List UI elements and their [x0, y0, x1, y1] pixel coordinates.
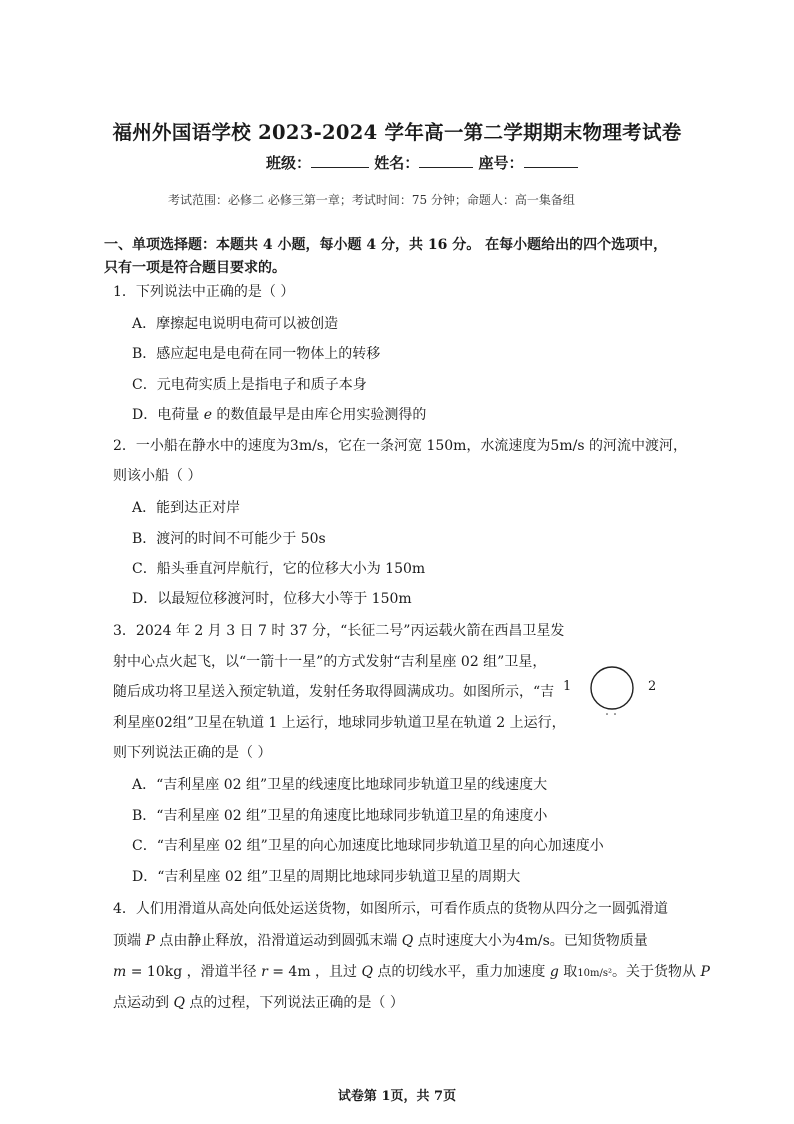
name-blank[interactable]: [419, 153, 473, 168]
question-2-stem: 2．一小船在静水中的速度为3m/s，它在一条河宽 150m，水流速度为5m/s 的河流中渡河，: [113, 438, 687, 454]
gravity-value: 10m/s²: [577, 968, 613, 979]
question-4-stem-cont: [113, 961, 710, 981]
charge-symbol: e: [203, 407, 212, 423]
question-1-option-b: B．感应起电是电荷在同一物体上的转移: [132, 346, 381, 362]
question-4-stem-cont: [113, 992, 404, 1012]
stem-text: 点时速度大小为4m/s。已知货物质量: [413, 933, 648, 949]
mass-symbol: m: [113, 964, 127, 980]
point-q: Q: [361, 964, 373, 980]
question-4-stem-cont: [113, 930, 648, 950]
question-3-stem-cont: 则下列说法正确的是（ ）: [113, 745, 272, 761]
question-2-option-a: A．能到达正对岸: [132, 500, 241, 516]
name-label: 姓名：: [374, 154, 420, 172]
point-q: Q: [173, 995, 185, 1011]
orbit-figure: [560, 660, 670, 720]
exam-title: 福州外国语学校 2023-2024 学年高一第二学期期末物理考试卷: [112, 121, 682, 144]
seat-blank[interactable]: [524, 153, 578, 168]
stem-text: 点运动到: [113, 995, 174, 1011]
question-1-stem: 1．下列说法中正确的是（ ）: [113, 284, 295, 300]
question-2-option-b: B．渡河的时间不可能少于 50s: [132, 531, 326, 547]
question-2-option-d: D．以最短位移渡河时，位移大小等于 150m: [132, 591, 412, 607]
question-3-stem-cont: 射中心点火起飞，以“一箭十一星”的方式发射“吉利星座 02 组”卫星，: [113, 654, 547, 670]
point-p: P: [700, 964, 710, 980]
orbit-1-label: 1: [563, 679, 572, 694]
question-1-option-c: C．元电荷实质上是指电子和质子本身: [132, 377, 367, 393]
option-d-text-end: 的数值最早是由库仑用实验测得的: [211, 407, 427, 423]
question-3-stem-cont: 随后成功将卫星送入预定轨道，发射任务取得圆满成功。如图所示，“吉: [113, 684, 555, 700]
stem-text: = 10kg ，滑道半径: [126, 964, 262, 980]
section-heading: 一、单项选择题：本题共 4 小题，每小题 4 分，共 16 分。 在每小题给出的四个选项中，: [104, 237, 668, 253]
orbit-2-label: 2: [648, 679, 657, 694]
point-p: P: [145, 933, 155, 949]
class-label: 班级：: [266, 154, 312, 172]
question-2-option-c: C．船头垂直河岸航行，它的位移大小为 150m: [132, 561, 426, 577]
gravity-symbol: g: [549, 964, 559, 980]
question-3-stem-cont: 利星座02组”卫星在轨道 1 上运行，地球同步轨道卫星在轨道 2 上运行，: [113, 715, 566, 731]
question-1-option-d: [132, 404, 426, 424]
question-3-option-c: C．“吉利星座 02 组”卫星的向心加速度比地球同步轨道卫星的向心加速度小: [132, 838, 604, 854]
question-1-option-a: A．摩擦起电说明电荷可以被创造: [132, 316, 339, 332]
page-bottom-margin: [0, 1114, 794, 1124]
class-blank[interactable]: [311, 153, 369, 168]
student-info-line: [266, 152, 578, 173]
question-4-stem: 4．人们用滑道从高处向低处运送货物，如图所示，可看作质点的货物从四分之一圆弧滑道: [113, 901, 668, 917]
stem-text: 取: [558, 964, 578, 980]
question-3-option-a: A．“吉利星座 02 组”卫星的线速度比地球同步轨道卫星的线速度大: [132, 777, 548, 793]
stem-text: = 4m ，且过: [267, 964, 362, 980]
section-heading-cont: 只有一项是符合题目要求的。: [104, 260, 286, 276]
stem-text: 。关于货物从: [612, 964, 701, 980]
stem-text: 点的过程，下列说法正确的是（ ）: [184, 995, 404, 1011]
question-3-option-d: D．“吉利星座 02 组”卫星的周期比地球同步轨道卫星的周期大: [132, 869, 521, 885]
seat-label: 座号：: [478, 154, 524, 172]
question-3-stem: 3．2024 年 2 月 3 日 7 时 37 分，“长征二号”丙运载火箭在西昌卫星发: [113, 623, 565, 639]
page-footer: 试卷第 1页，共 7页: [337, 1089, 457, 1104]
stem-text: 点由静止释放，沿滑道运动到圆弧末端: [154, 933, 402, 949]
radius-symbol: r: [261, 964, 268, 980]
question-2-stem-cont: 则该小船（ ）: [113, 468, 202, 484]
orbit-circle-icon: [582, 662, 642, 718]
exam-scope: 考试范围：必修二 必修三第一章；考试时间：75 分钟；命题人：高一集备组: [168, 193, 575, 207]
question-3-option-b: B．“吉利星座 02 组”卫星的角速度比地球同步轨道卫星的角速度小: [132, 808, 548, 824]
point-q: Q: [401, 933, 414, 949]
stem-text: 顶端: [113, 933, 146, 949]
option-d-text: D．电荷量: [132, 407, 204, 423]
stem-text: 点的切线水平，重力加速度: [372, 964, 550, 980]
